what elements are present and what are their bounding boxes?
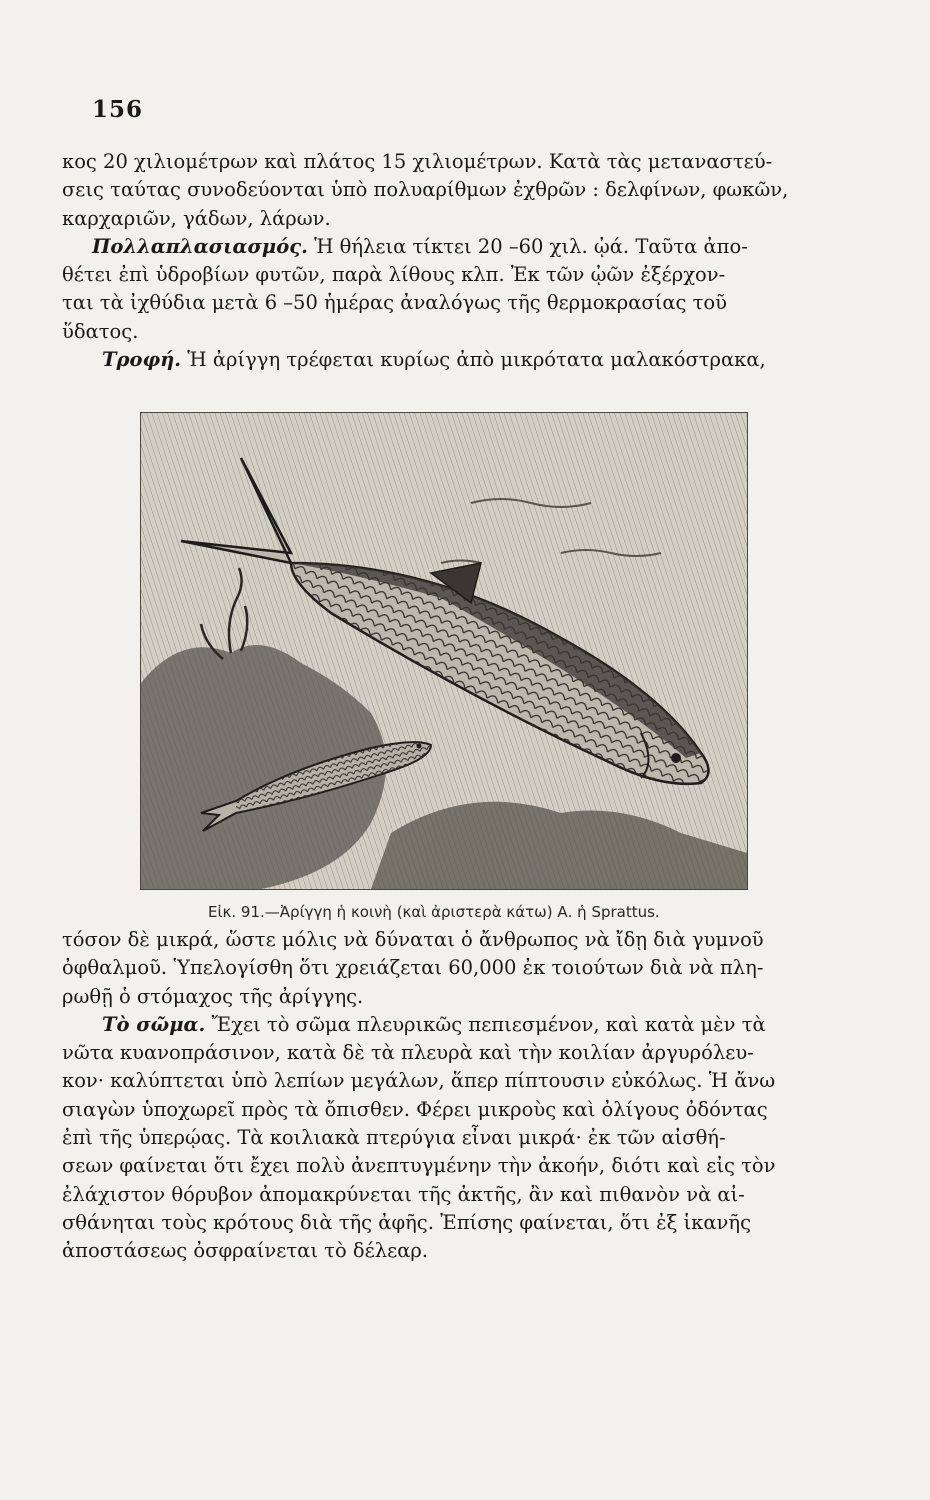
text-line	[62, 233, 832, 261]
text-line: ται τὰ ἰχθύδια μετὰ 6 –50 ἡμέρας ἀναλόγως τῆς θερμοκρασίας τοῦ	[62, 291, 727, 315]
text-line: τόσον δὲ μικρά, ὥστε μόλις νὰ δύναται ὁ ἄνθρωπος νὰ ἴδῃ διὰ γυμνοῦ	[62, 928, 764, 951]
text-line: ἐλάχιστον θόρυβον ἀπομακρύνεται τῆς ἀκτῆς, ἂν καὶ πιθανὸν νὰ αἰ-	[62, 1182, 745, 1206]
text-line: ἐπὶ τῆς ὑπερῴας. Τὰ κοιλιακὰ πτερύγια εἶναι μικρά· ἐκ τῶν αἰσθή-	[62, 1126, 726, 1150]
text-run: Ἡ ἀρίγγη τρέφεται κυρίως ἀπὸ μικρότατα μαλακόστρακα,	[181, 348, 766, 372]
text-line: ἀποστάσεως ὀσφραίνεται τὸ δέλεαρ.	[62, 1239, 429, 1263]
text-line: κον· καλύπτεται ὑπὸ λεπίων μεγάλων, ἅπερ πίπτουσιν εὐκόλως. Ἡ ἄνω	[62, 1069, 776, 1093]
text-line: σιαγὼν ὑποχωρεῖ πρὸς τὰ ὄπισθεν. Φέρει μικροὺς καὶ ὀλίγους ὀδόντας	[62, 1097, 768, 1121]
text-line: σεων φαίνεται ὅτι ἔχει πολὺ ἀνεπτυγμένην τὴν ἀκοήν, διότι καὶ εἰς τὸν	[62, 1154, 776, 1178]
text-line: ὀφθαλμοῦ. Ὑπελογίσθη ὅτι χρειάζεται 60,000 ἐκ τοιούτων διὰ νὰ πλη-	[62, 956, 764, 980]
text-line: νῶτα κυανοπράσινον, κατὰ δὲ τὰ πλευρὰ καὶ τὴν κοιλίαν ἀργυρόλευ-	[62, 1041, 754, 1065]
section-heading-reproduction: Πολλαπλασιασμός.	[92, 234, 308, 258]
figure-caption: Εἰκ. 91.—Ἀρίγγη ἡ κοινὴ (καὶ ἀριστερὰ κάτω) Α. ἡ Sprattus.	[208, 903, 660, 921]
text-line: ρωθῇ ὁ στόμαχος τῆς ἀρίγγης.	[62, 984, 364, 1008]
text-line: καρχαριῶν, γάδων, λάρων.	[62, 206, 331, 230]
text-line	[62, 1011, 832, 1039]
herring-engraving	[141, 413, 747, 889]
paragraph-after-figure	[62, 926, 832, 1266]
text-line: σεις ταύτας συνοδεύονται ὑπὸ πολυαρίθμων ἐχθρῶν : δελφίνων, φωκῶν,	[62, 178, 789, 202]
text-line: ὕδατος.	[62, 319, 139, 343]
text-line: σθάνηται τοὺς κρότους διὰ τῆς ἀφῆς. Ἐπίσης φαίνεται, ὅτι ἐξ ἱκανῆς	[62, 1210, 751, 1234]
text-run: Ἡ θήλεια τίκτει 20 –60 χιλ. ᾠά. Ταῦτα ἀπο-	[307, 234, 748, 258]
page-number: 156	[92, 96, 144, 123]
text-line: θέτει ἐπὶ ὑδροβίων φυτῶν, παρὰ λίθους κλπ. Ἐκ τῶν ᾠῶν ἐξέρχον-	[62, 263, 726, 287]
section-heading-body: Τὸ σῶμα.	[102, 1012, 206, 1036]
section-heading-food: Τροφή.	[102, 348, 182, 372]
herring-illustration	[140, 412, 748, 890]
paragraph-before-figure	[62, 148, 832, 374]
text-line: κος 20 χιλιομέτρων καὶ πλάτος 15 χιλιομέτρων. Κατὰ τὰς μεταναστεύ-	[62, 150, 773, 173]
text-run: Ἔχει τὸ σῶμα πλευρικῶς πεπιεσμένον, καὶ κατὰ μὲν τὰ	[205, 1012, 766, 1036]
text-line	[62, 346, 832, 374]
